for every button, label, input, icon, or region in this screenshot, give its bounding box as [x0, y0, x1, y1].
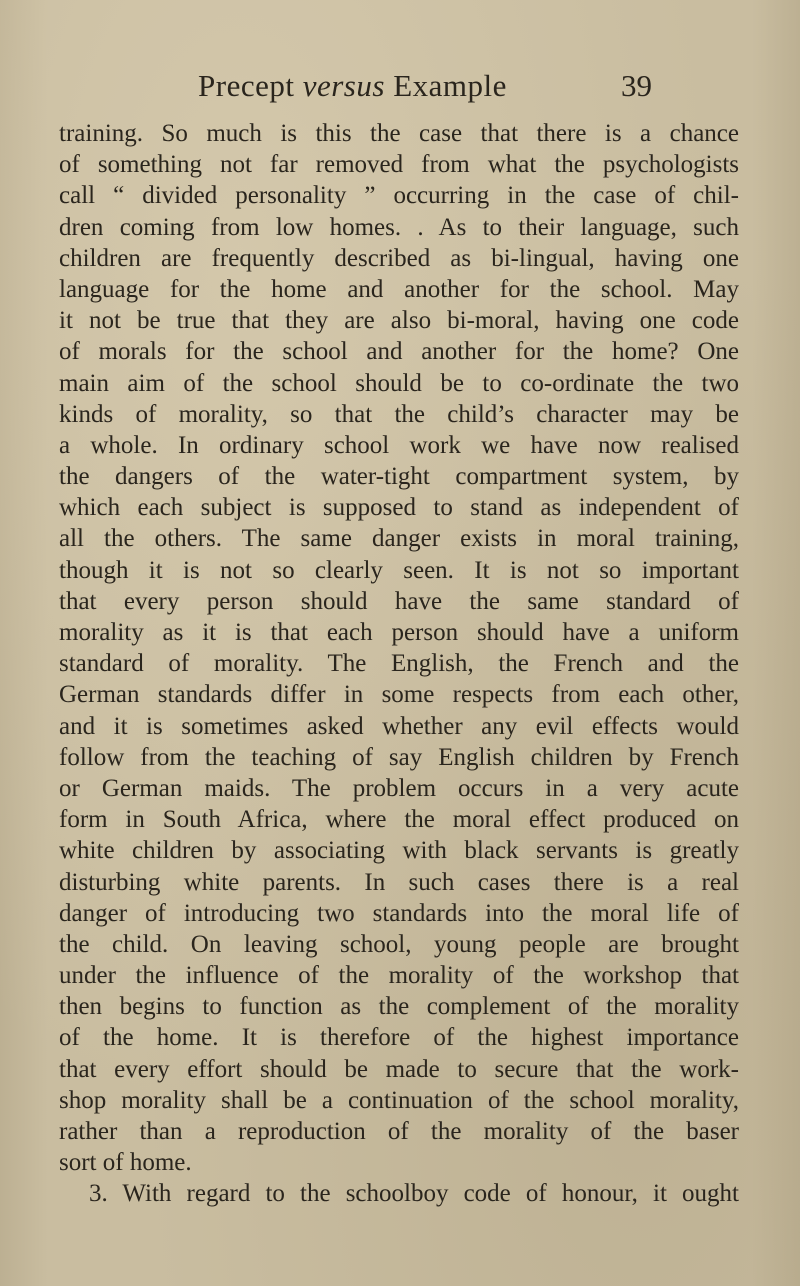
text-line: shop morality shall be a continuation of the school morality, — [59, 1086, 739, 1114]
text-line-paragraph-end: sort of home. — [59, 1149, 192, 1177]
text-line: or German maids. The problem occurs in a very acute — [59, 774, 739, 802]
body-text — [59, 118, 739, 1210]
text-line: though it is not so clearly seen. It is not so important — [59, 556, 739, 584]
text-line: and it is sometimes asked whether any evil effects would — [59, 712, 739, 740]
text-line: danger of introducing two standards into the moral life of — [59, 899, 739, 927]
text-line: that every person should have the same standard of — [59, 587, 739, 615]
text-line: call “ divided personality ” occurring in the case of chil- — [59, 182, 739, 210]
text-line: a whole. In ordinary school work we have now realised — [59, 431, 739, 459]
text-line: white children by associating with black servants is greatly — [59, 837, 739, 865]
text-line: under the influence of the morality of the workshop that — [59, 962, 739, 990]
running-head — [0, 68, 800, 102]
text-line: all the others. The same danger exists in moral training, — [59, 525, 739, 553]
running-title-part2: Example — [384, 68, 507, 103]
text-line: of something not far removed from what the psychologists — [59, 151, 739, 179]
text-line: of morals for the school and another for the home? One — [59, 338, 739, 366]
text-line: then begins to function as the complement of the morality — [59, 993, 739, 1021]
text-line: morality as it is that each person should have a uniform — [59, 619, 739, 646]
text-line: kinds of morality, so that the child’s character may be — [59, 400, 739, 428]
text-line: main aim of the school should be to co-ordinate the two — [59, 369, 739, 397]
text-line: disturbing white parents. In such cases there is a real — [59, 868, 739, 896]
text-line: that every effort should be made to secure that the work- — [59, 1055, 739, 1083]
text-line-numbered-paragraph: 3. With regard to the schoolboy code of honour, it ought — [89, 1180, 739, 1208]
text-line: follow from the teaching of say English children by French — [59, 743, 739, 771]
running-title-italic: versus — [302, 68, 385, 103]
running-title-part1: Precept — [198, 68, 303, 103]
text-line: it not be true that they are also bi-moral, having one code — [59, 307, 739, 335]
text-line: dren coming from low homes. . As to their language, such — [59, 213, 739, 241]
text-line: training. So much is this the case that there is a chance — [59, 120, 739, 147]
text-line: the child. On leaving school, young people are brought — [59, 930, 739, 958]
text-line: language for the home and another for the school. May — [59, 275, 739, 303]
text-line: standard of morality. The English, the French and the — [59, 650, 739, 678]
text-line: form in South Africa, where the moral effect produced on — [59, 806, 739, 834]
text-line: German standards differ in some respects from each other, — [59, 681, 739, 709]
text-line: the dangers of the water-tight compartment system, by — [59, 463, 739, 491]
text-line: of the home. It is therefore of the highest importance — [59, 1024, 739, 1052]
page-number: 39 — [621, 68, 652, 103]
running-title — [198, 68, 507, 104]
text-line: rather than a reproduction of the morality of the baser — [59, 1118, 739, 1145]
text-line: which each subject is supposed to stand as independent of — [59, 494, 739, 522]
text-line: children are frequently described as bi-lingual, having one — [59, 244, 739, 272]
